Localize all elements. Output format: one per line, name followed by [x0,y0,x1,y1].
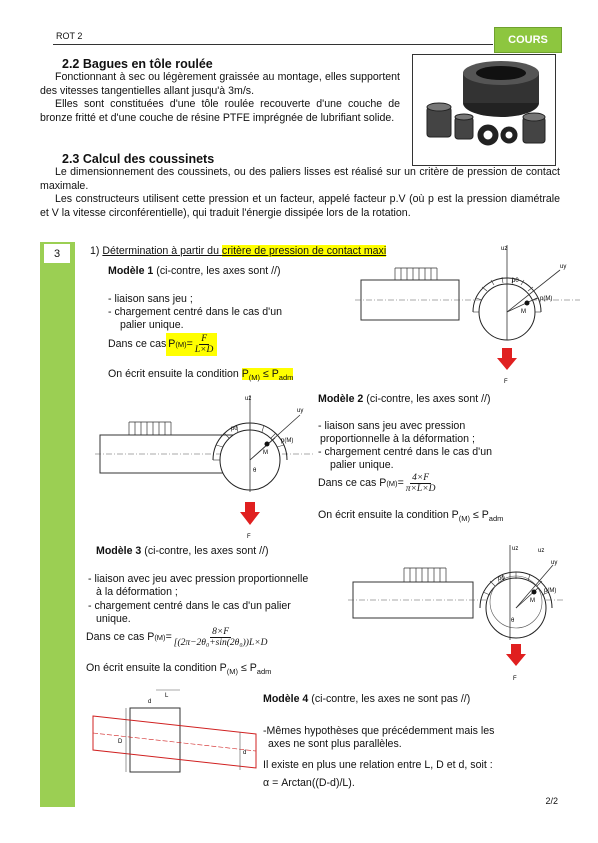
svg-text:F: F [247,534,251,540]
svg-text:M: M [530,598,535,604]
section-2-3-title: 2.3 Calcul des coussinets [62,152,215,166]
model-3-equation: Dans ce cas P (M) = $\frac{8\times F}{\text{[(2π−2θ₀+sin(2θ₀))L×D}}$ [86,627,268,648]
model-4-bullet-1b: axes ne sont plus parallèles. [268,738,402,750]
model-2-title: Modèle 2 (ci-contre, les axes sont //) [318,393,491,405]
model-3-bullet-1: - liaison avec jeu avec pression proportionnelle [88,573,309,585]
model-2-condition: On écrit ensuite la condition $P_{(M)} \le P_{adm}$ [318,509,504,524]
bushings-photo [412,54,556,166]
model-2-bullet-2: - chargement centré dans le cas d'un [318,446,492,458]
model-1-diagram [355,240,580,390]
svg-text:p(M): p(M) [540,296,553,302]
svg-text:p0: p0 [498,576,505,582]
svg-text:uz: uz [512,546,519,552]
model-3-bullet-1b: à la déformation ; [96,586,178,598]
svg-text:F: F [513,676,517,682]
svg-text:uy: uy [560,264,567,270]
svg-text:p(M): p(M) [544,588,557,594]
svg-text:θ: θ [511,618,515,624]
model-1-bullet-1: - liaison sans jeu ; [108,293,193,305]
svg-text:M: M [263,450,268,456]
model-1-condition: On écrit ensuite la condition $P_{(M)} \le P_{adm}$ [108,368,294,383]
document-code: ROT 2 [56,31,83,41]
model-2-bullet-2b: palier unique. [330,459,394,471]
section-2-3-para-2: Les constructeurs utilisent cette pression et un facteur, appelé facteur p.V (où p est la pression diamétrale et V la vitesse circonférentielle), qui traduit l'énergie dissipée lors de la rotation. [40,193,560,219]
model-4-diagram [88,688,258,788]
model-1-bullet-2: - chargement centré dans le cas d'un [108,306,282,318]
model-1-title: Modèle 1 (ci-contre, les axes sont //) [108,265,281,277]
section-2-2-para-2: Elles sont constituées d'une tôle roulée recouverte d'une couche de bronze fritté et d'une couche de résine PTFE imprégnée de lubrifiant solide. [40,98,400,124]
block-sidebar [40,242,75,807]
header-rule [53,44,493,45]
svg-text:D: D [118,739,123,745]
svg-text:d: d [148,699,152,705]
svg-text:F: F [504,379,508,385]
model-3-condition: On écrit ensuite la condition $P_{(M)} \le P_{adm}$ [86,662,272,677]
model-3-bullet-2: - chargement centré dans le cas d'un palier [88,600,291,612]
model-4-bullet-1: -Mêmes hypothèses que précédemment mais les [263,725,495,737]
block-number: 3 [44,244,70,263]
model-2-bullet-1b: proportionnelle à la déformation ; [320,433,475,445]
page-number: 2/2 [545,796,558,806]
criterion-heading: 1) Détermination à partir du critère de pression de contact maxi [90,245,387,257]
model-4-formula: α = Arctan((D-d)/L). [263,777,355,789]
section-2-2-title: 2.2 Bagues en tôle roulée [62,57,213,71]
svg-text:uy: uy [551,560,558,566]
svg-text:d: d [243,750,247,756]
section-2-2-para-1: Fonctionnant à sec ou légèrement graissée au montage, elles supportent des vitesses tangentielles allant jusqu'à 3m/s. [40,71,400,97]
svg-text:uy: uy [297,408,304,414]
section-2-3-para-1: Le dimensionnement des coussinets, ou des paliers lisses est réalisé sur un critère de pression de contact maximale. [40,166,560,192]
cours-badge: COURS [494,27,562,53]
model-4-relation: Il existe en plus une relation entre L, D et d, soit : [263,759,493,771]
model-2-equation: Dans ce cas P (M) = $\frac{4\times F}{\pi\times L\times D}$ [318,473,436,494]
svg-text:M: M [521,309,526,315]
svg-text:L: L [165,693,169,699]
model-1-bullet-2b: palier unique. [120,319,184,331]
model-4-title: Modèle 4 (ci-contre, les axes ne sont pas //) [263,693,471,705]
svg-text:p0: p0 [231,426,238,432]
model-2-diagram [95,390,315,540]
model-2-bullet-1: - liaison sans jeu avec pression [318,420,466,432]
model-3-title: Modèle 3 (ci-contre, les axes sont //) [96,545,269,557]
svg-text:uz: uz [538,548,545,554]
svg-text:p0: p0 [512,278,519,284]
model-3-bullet-2b: unique. [96,613,131,625]
model-3-diagram [348,540,563,685]
svg-text:uz: uz [245,396,252,402]
svg-text:p(M): p(M) [281,438,294,444]
model-1-equation: Dans ce cas P (M) = $\frac{F}{L\times D}$ [108,333,217,356]
svg-text:uz: uz [501,246,508,252]
svg-text:θ: θ [253,468,257,474]
